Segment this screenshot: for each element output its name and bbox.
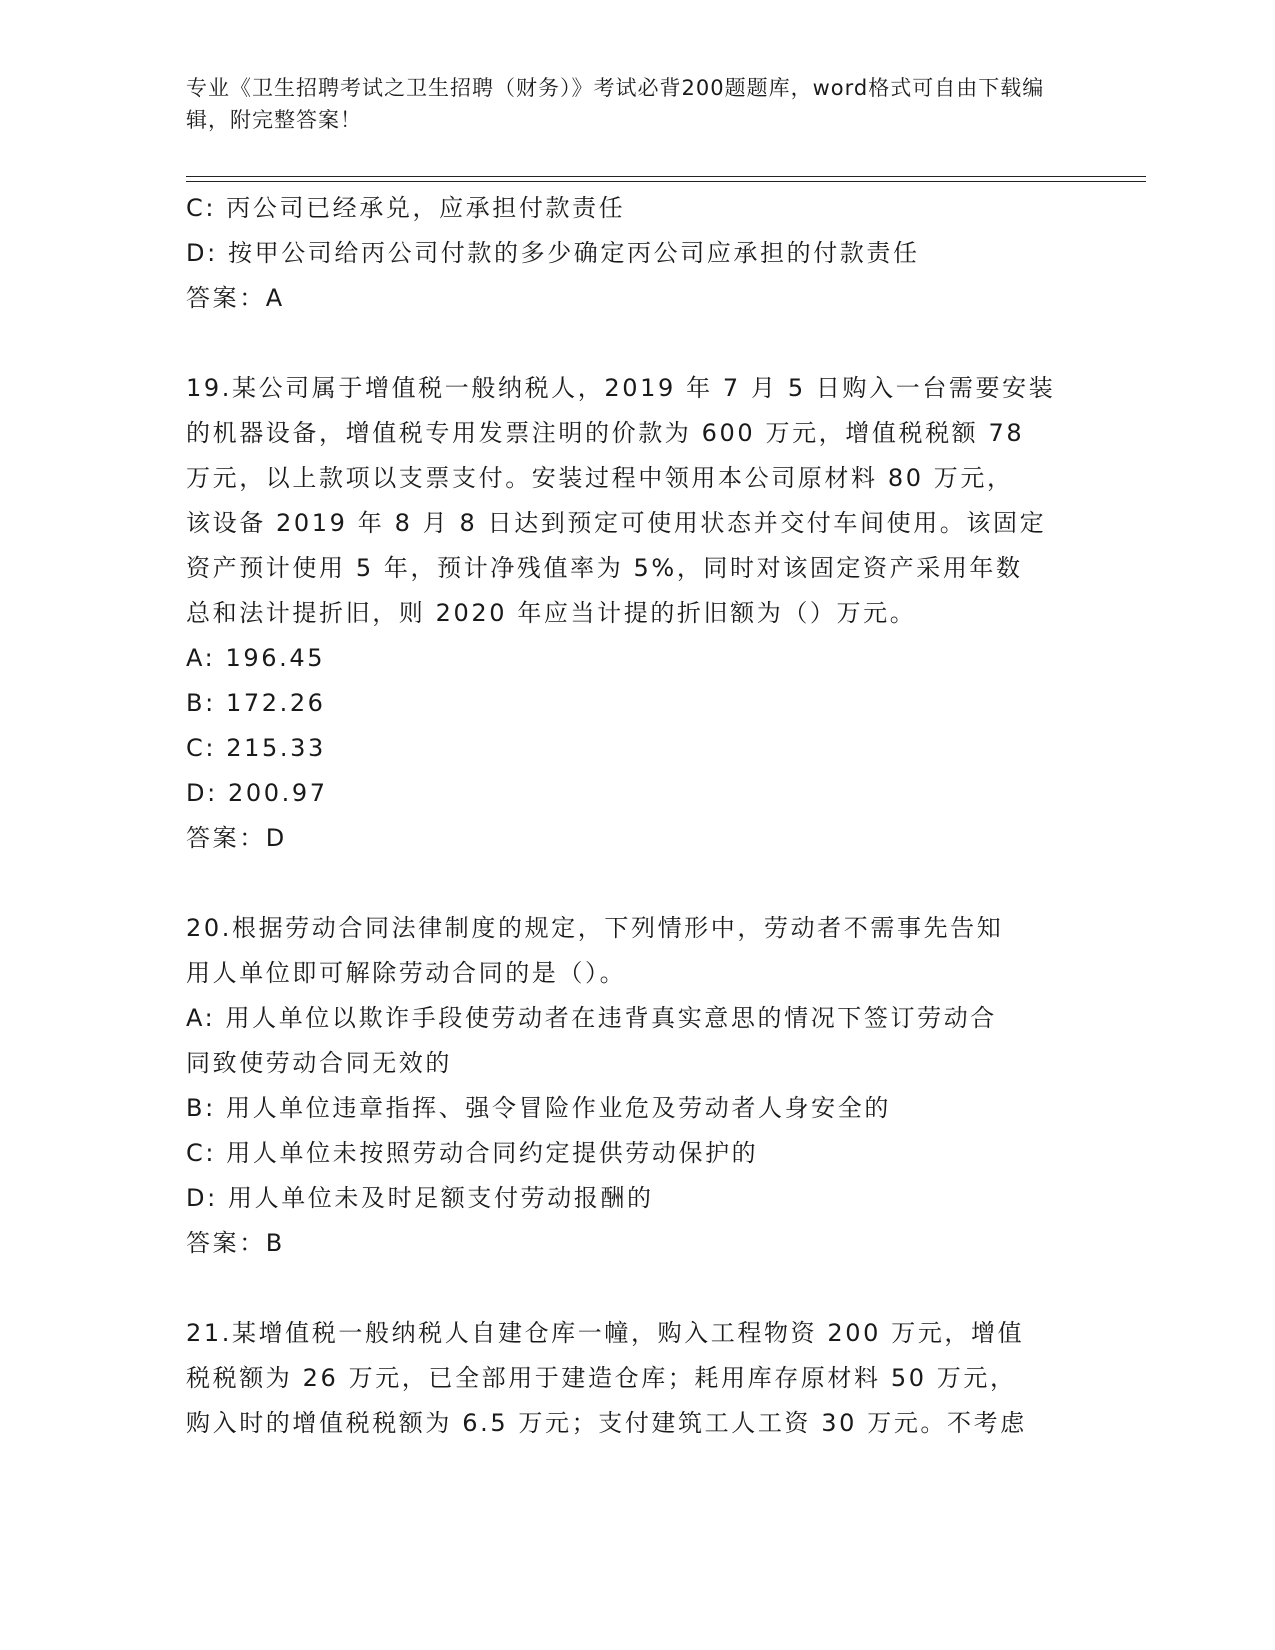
answer: 答案：A xyxy=(186,284,285,312)
answer: 答案：B xyxy=(186,1229,285,1257)
question-text-line: 购入时的增值税税额为 6.5 万元；支付建筑工人工资 30 万元。不考虑 xyxy=(186,1409,1027,1437)
option-d: D: 按甲公司给丙公司付款的多少确定丙公司应承担的付款责任 xyxy=(186,239,920,267)
option-d: D: 用人单位未及时足额支付劳动报酬的 xyxy=(186,1184,654,1212)
option-a-line: A: 用人单位以欺诈手段使劳动者在违背真实意思的情况下签订劳动合 xyxy=(186,1004,997,1032)
option-b: B: 用人单位违章指挥、强令冒险作业危及劳动者人身安全的 xyxy=(186,1094,891,1122)
spacer xyxy=(186,321,1076,366)
option-c: C: 用人单位未按照劳动合同约定提供劳动保护的 xyxy=(186,1139,759,1167)
spacer xyxy=(186,1266,1076,1311)
document-body xyxy=(186,186,1076,1446)
option-a: A: 196.45 xyxy=(186,644,326,672)
question-text-line: 万元，以上款项以支票支付。安装过程中领用本公司原材料 80 万元， xyxy=(186,464,1014,492)
option-c: C: 215.33 xyxy=(186,734,326,762)
answer: 答案：D xyxy=(186,824,287,852)
header-title: 专业《卫生招聘考试之卫生招聘（财务）》考试必背200题题库，word格式可自由下载编辑，附完整答案！ xyxy=(186,76,1045,132)
option-c: C: 丙公司已经承兑，应承担付款责任 xyxy=(186,194,626,222)
header-divider-bottom xyxy=(186,181,1146,182)
question-text-line: 该设备 2019 年 8 月 8 日达到预定可使用状态并交付车间使用。该固定 xyxy=(186,509,1047,537)
option-b: B: 172.26 xyxy=(186,689,326,717)
document-header xyxy=(186,72,1066,136)
question-text-line: 用人单位即可解除劳动合同的是（）。 xyxy=(186,959,627,987)
question-20 xyxy=(186,906,1076,1266)
option-a-line: 同致使劳动合同无效的 xyxy=(186,1049,452,1077)
question-text-line: 20.根据劳动合同法律制度的规定，下列情形中，劳动者不需事先告知 xyxy=(186,914,1004,942)
question-text-line: 税税额为 26 万元，已全部用于建造仓库；耗用库存原材料 50 万元， xyxy=(186,1364,1017,1392)
spacer xyxy=(186,861,1076,906)
question-text-line: 的机器设备，增值税专用发票注明的价款为 600 万元，增值税税额 78 xyxy=(186,419,1025,447)
question-21 xyxy=(186,1311,1076,1446)
header-divider-top xyxy=(186,176,1146,177)
question-text-line: 资产预计使用 5 年，预计净残值率为 5%，同时对该固定资产采用年数 xyxy=(186,554,1023,582)
question-text-line: 19.某公司属于增值税一般纳税人，2019 年 7 月 5 日购入一台需要安装 xyxy=(186,374,1056,402)
question-text-line: 总和法计提折旧，则 2020 年应当计提的折旧额为（）万元。 xyxy=(186,599,917,627)
question-19 xyxy=(186,366,1076,861)
option-d: D: 200.97 xyxy=(186,779,328,807)
question-18-tail xyxy=(186,186,1076,321)
question-text-line: 21.某增值税一般纳税人自建仓库一幢，购入工程物资 200 万元，增值 xyxy=(186,1319,1025,1347)
